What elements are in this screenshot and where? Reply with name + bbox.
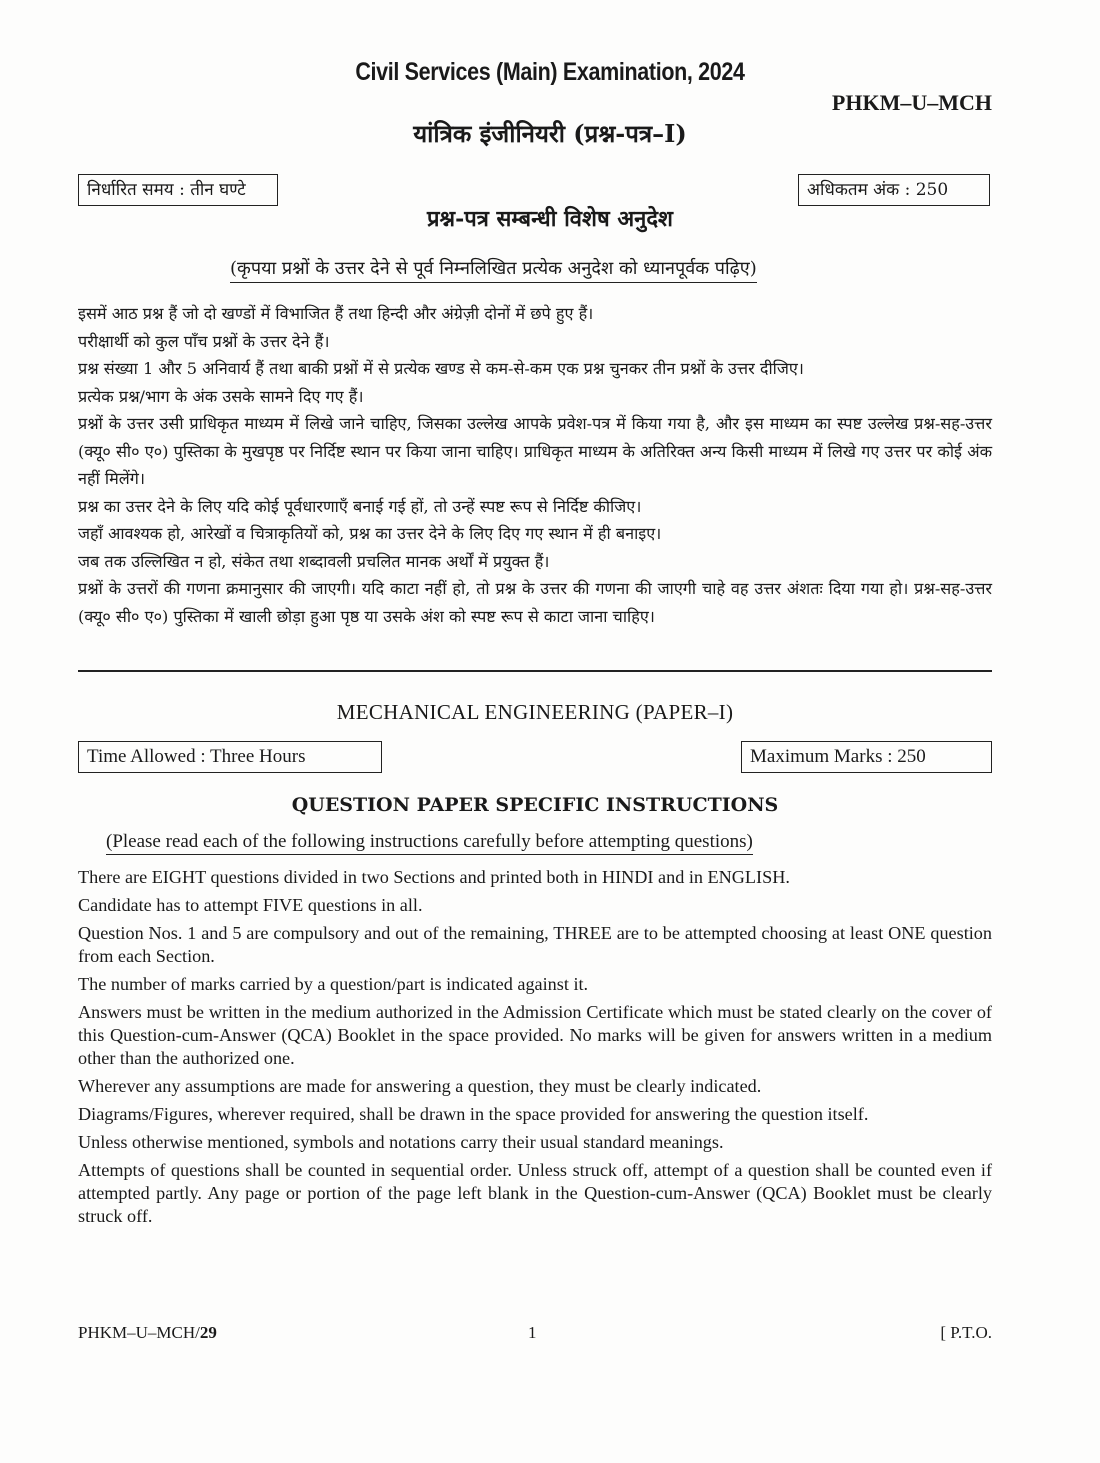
hindi-instruction: इसमें आठ प्रश्न हैं जो दो खण्डों में विभाजित हैं तथा हिन्दी और अंग्रेज़ी दोनों में छपे हुए हैं। <box>78 304 594 323</box>
english-instruction: Unless otherwise mentioned, symbols and notations carry their usual standard meanings. <box>78 1132 724 1152</box>
hindi-subject-title: यांत्रिक इंजीनियरी (प्रश्न-पत्र–I) <box>413 119 687 148</box>
paper-code: PHKM–U–MCH <box>831 90 992 115</box>
footer-paper-code <box>78 1323 217 1343</box>
english-instruction: The number of marks carried by a question/part is indicated against it. <box>78 974 589 994</box>
page-number: 1 <box>528 1323 537 1342</box>
english-time-allowed-box: Time Allowed : Three Hours <box>78 741 382 773</box>
english-subject-title: MECHANICAL ENGINEERING (PAPER–I) <box>336 700 734 724</box>
hindi-instruction: प्रश्नों के उत्तरों की गणना क्रमानुसार की जाएगी। यदि काटा नहीं हो, तो प्रश्न के उत्तर की गणना की जाएगी चाहे वह उत्तर अंशतः दिया गया हो। प्रश्न-सह-उत्तर (क्यू० सी० ए०) पुस्तिका में खाली छोड़ा हुआ पृष्ठ या उसके अंश को स्पष्ट रूप से काटा जाना चाहिए। <box>78 579 992 626</box>
english-instruction: Candidate has to attempt FIVE questions in all. <box>78 895 423 915</box>
hindi-instruction: प्रश्न का उत्तर देने के लिए यदि कोई पूर्वधारणाएँ बनाई गई हों, तो उन्हें स्पष्ट रूप से निर्दिष्ट कीजिए। <box>78 496 642 516</box>
english-instruction: Attempts of questions shall be counted in sequential order. Unless struck off, attempt of a question shall be counted even if attempted partly. Any page or portion of the page left blank in the Question-cum-Answer (QCA) Booklet must be clearly struck off. <box>78 1160 992 1226</box>
section-divider <box>78 670 992 672</box>
hindi-instruction: प्रत्येक प्रश्न/भाग के अंक उसके सामने दिए गए हैं। <box>78 386 364 406</box>
hindi-instruction: जब तक उल्लिखित न हो, संकेत तथा शब्दावली प्रचलित मानक अर्थों में प्रयुक्त हैं। <box>78 551 550 571</box>
english-instructions-subheading: (Please read each of the following instructions carefully before attempting questions) <box>106 831 753 855</box>
english-instructions-list <box>78 866 992 1233</box>
hindi-instructions-list <box>78 300 992 630</box>
hindi-instruction: परीक्षार्थी को कुल पाँच प्रश्नों के उत्तर देने हैं। <box>78 331 330 351</box>
english-instruction: Answers must be written in the medium authorized in the Admission Certificate which must be stated clearly on the cover of this Question-cum-Answer (QCA) Booklet in the space provided. No marks will be given for answers written in a medium other than the authorized one. <box>78 1002 992 1068</box>
footer-code-prefix: PHKM–U–MCH/ <box>78 1323 200 1342</box>
hindi-instruction: प्रश्नों के उत्तर उसी प्राधिकृत माध्यम में लिखे जाने चाहिए, जिसका उल्लेख आपके प्रवेश-पत्र में किया गया है, और इस माध्यम का स्पष्ट उल्लेख प्रश्न-सह-उत्तर (क्यू० सी० ए०) पुस्तिका के मुखपृष्ठ पर निर्दिष्ट स्थान पर किया जाना चाहिए। प्राधिकृत माध्यम के अतिरिक्त अन्य किसी माध्यम में लिखे गए उत्तर पर कोई अंक नहीं मिलेंगे। <box>78 414 992 488</box>
pto-label: [ P.T.O. <box>940 1323 992 1342</box>
hindi-instruction: प्रश्न संख्या 1 और 5 अनिवार्य हैं तथा बाकी प्रश्नों में से प्रत्येक खण्ड से कम-से-कम एक प्रश्न चुनकर तीन प्रश्नों के उत्तर दीजिए। <box>78 359 804 378</box>
hindi-instructions-subheading: (कृपया प्रश्नों के उत्तर देने से पूर्व निम्नलिखित प्रत्येक अनुदेश को ध्यानपूर्वक पढ़िए) <box>230 256 757 283</box>
english-max-marks-box: Maximum Marks : 250 <box>741 741 992 773</box>
hindi-instructions-heading: प्रश्न-पत्र सम्बन्धी विशेष अनुदेश <box>427 206 673 232</box>
english-instruction: Diagrams/Figures, wherever required, shall be drawn in the space provided for answering the question itself. <box>78 1104 869 1124</box>
english-instructions-heading: QUESTION PAPER SPECIFIC INSTRUCTIONS <box>291 794 779 816</box>
hindi-instruction: जहाँ आवश्यक हो, आरेखों व चित्राकृतियों को, प्रश्न का उत्तर देने के लिए दिए गए स्थान में ही बनाइए। <box>78 524 662 543</box>
hindi-max-marks-box: अधिकतम अंक : 250 <box>798 174 990 206</box>
footer-code-number: 29 <box>199 1323 217 1342</box>
english-instruction: There are EIGHT questions divided in two Sections and printed both in HINDI and in ENGLISH. <box>78 867 790 887</box>
hindi-time-allowed-box: निर्धारित समय : तीन घण्टे <box>78 174 278 206</box>
exam-title: Civil Services (Main) Examination, 2024 <box>355 58 745 86</box>
english-instruction: Question Nos. 1 and 5 are compulsory and out of the remaining, THREE are to be attempted choosing at least ONE question from each Section. <box>78 923 992 966</box>
english-instruction: Wherever any assumptions are made for answering a question, they must be clearly indicated. <box>78 1076 762 1096</box>
